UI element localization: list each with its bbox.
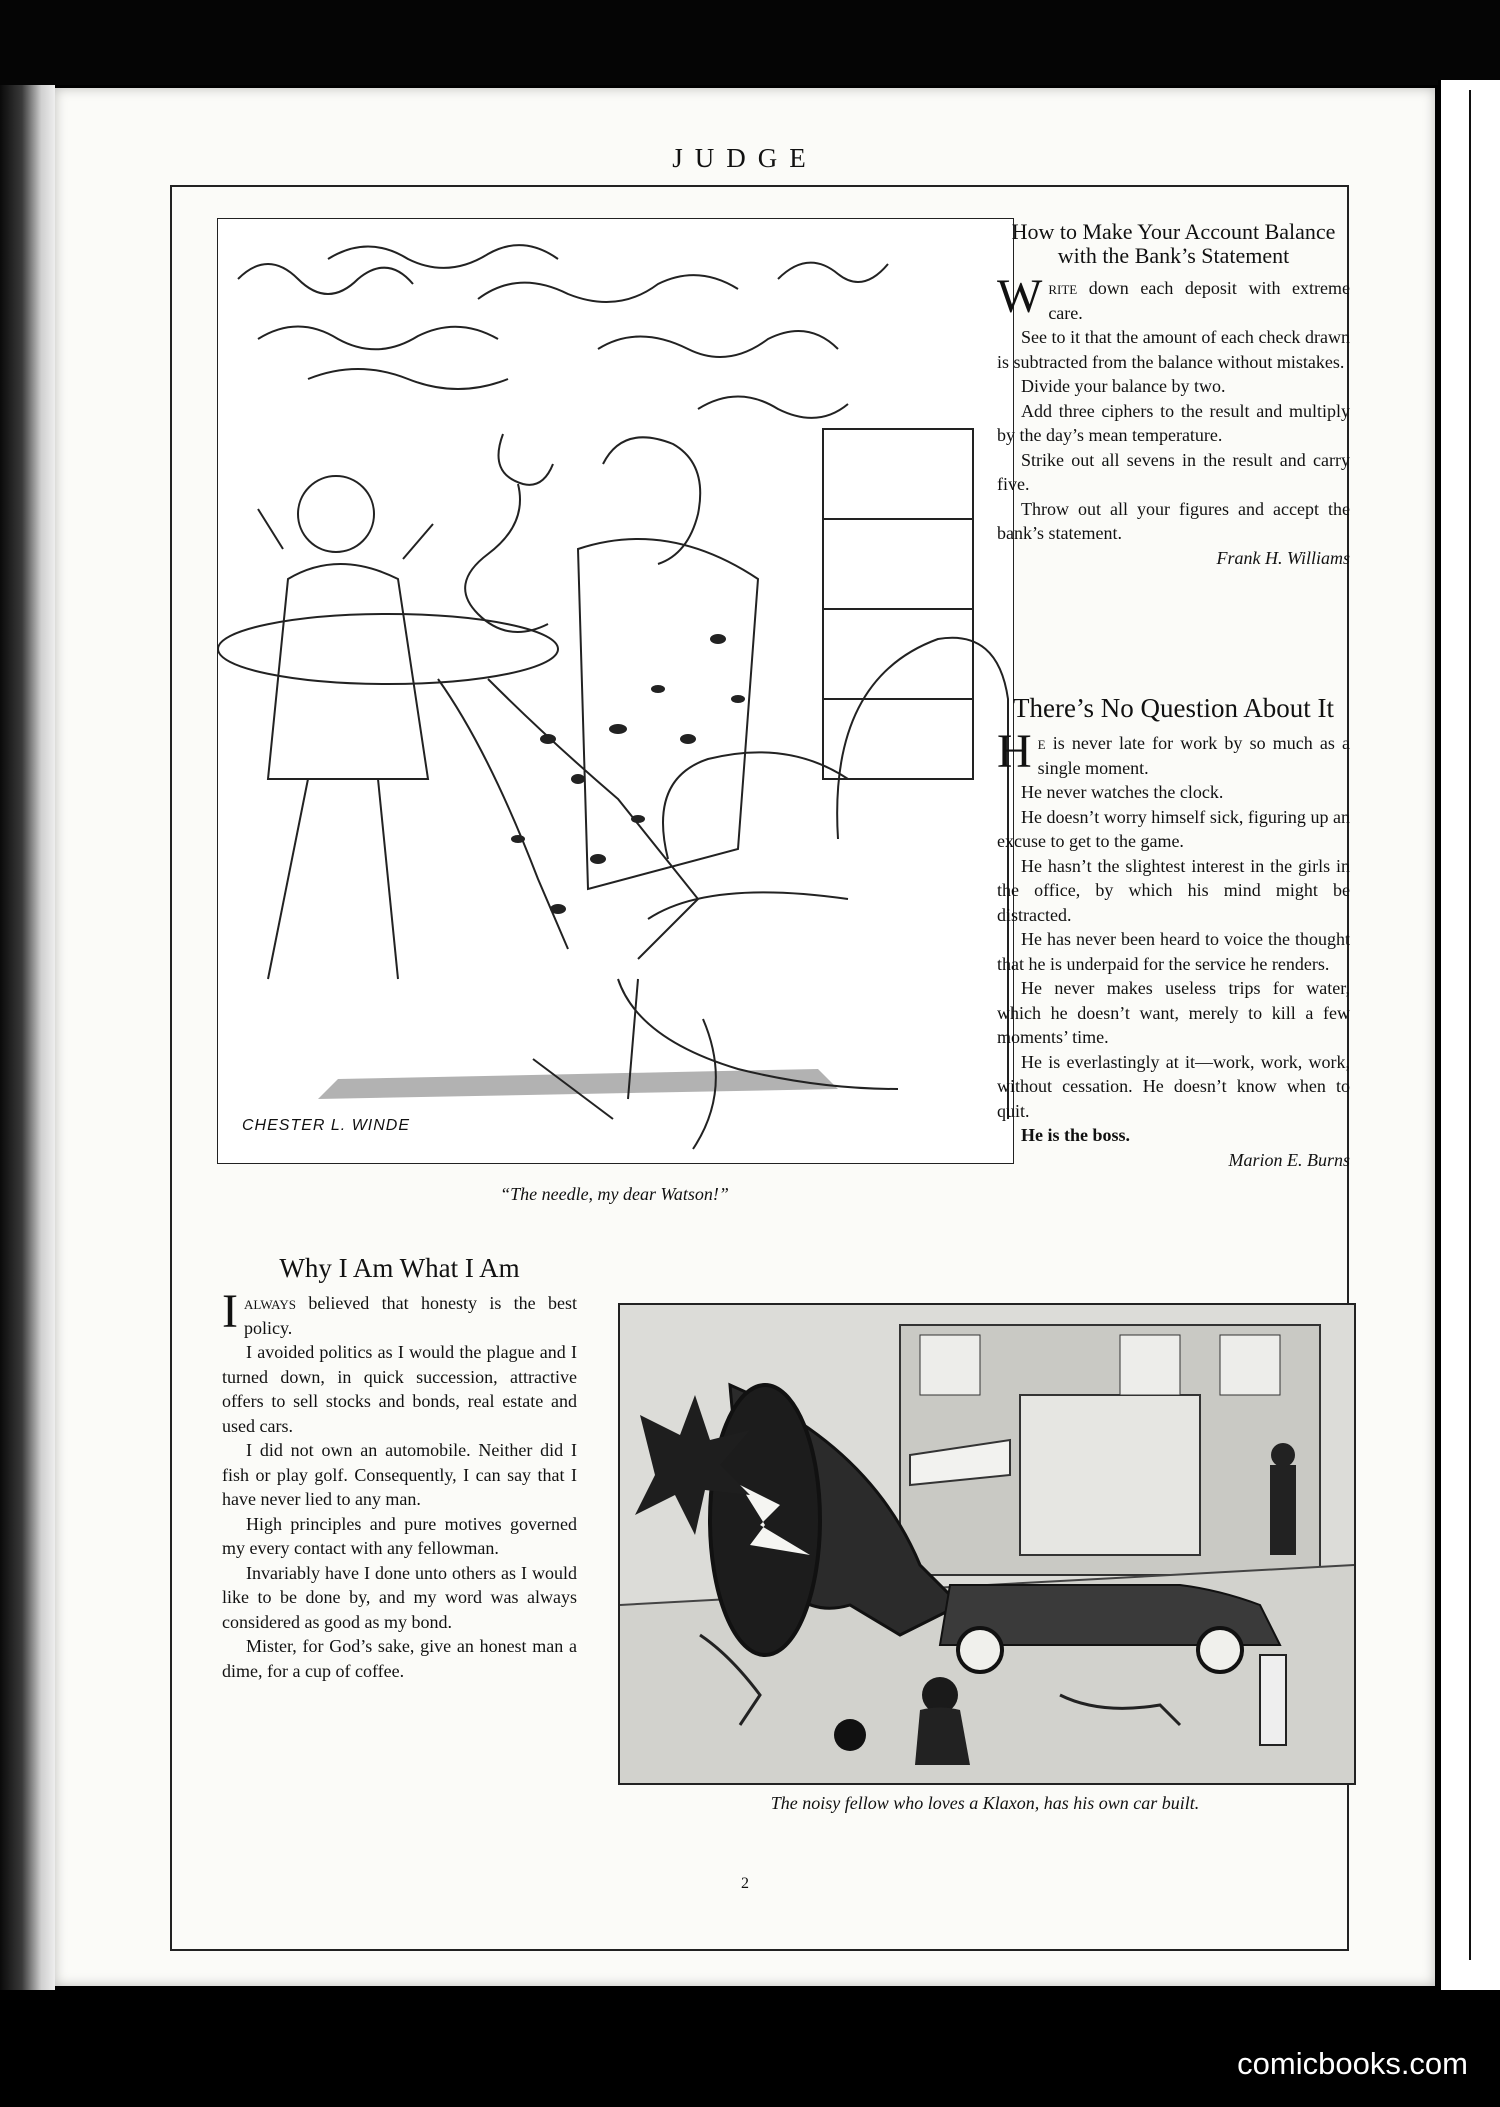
- article-paragraph: See to it that the amount of each check drawn is subtracted from the balance without mistakes.: [997, 327, 1350, 372]
- article-paragraph: He hasn’t the slightest interest in the girls in the office, by which his mind might be distracted.: [997, 855, 1350, 925]
- article-paragraph: I avoided politics as I would the plague and I turned down, in quick succession, attractive offers to sell stocks and bonds, real estate and used cars.: [222, 1342, 577, 1436]
- drop-cap: W: [997, 270, 1043, 323]
- cartoon-drawing: [218, 219, 1013, 1163]
- cartoon-signature: CHESTER L. WINDE: [242, 1117, 411, 1134]
- scan-top-edge: [0, 0, 1500, 85]
- article-paragraph: Mister, for God’s sake, give an honest man a dime, for a cup of coffee.: [222, 1636, 577, 1681]
- article-closing: He is the boss.: [1021, 1125, 1131, 1145]
- article-lead: Write down each deposit with extreme care.: [997, 270, 1350, 323]
- article-lead: He is never late for work by so much as a single moment.: [997, 725, 1350, 778]
- article-title: Why I Am What I Am: [279, 1253, 520, 1283]
- article-paragraph: He doesn’t worry himself sick, figuring up an excuse to get to the game.: [997, 806, 1350, 851]
- article-paragraph: He is everlastingly at it—work, work, work, without cessation. He doesn’t know when to quit.: [997, 1051, 1350, 1121]
- article-paragraph: He never makes useless trips for water, which he doesn’t want, merely to kill a few moments’ time.: [997, 978, 1350, 1047]
- cartoon-needle-watson: [217, 218, 1014, 1164]
- cartoon-klaxon-car: [618, 1303, 1356, 1785]
- article-paragraph: Throw out all your figures and accept the bank’s statement.: [997, 498, 1350, 543]
- adjacent-page-edge: [1438, 80, 1500, 1992]
- article-paragraph: Divide your balance by two.: [1021, 376, 1226, 396]
- article-paragraph: He never watches the clock.: [1021, 782, 1224, 802]
- article-paragraph: Invariably have I done unto others as I would like to be done by, and my word was always considered as good as my bond.: [222, 1562, 577, 1632]
- article-paragraph: He has never been heard to voice the thought that he is underpaid for the service he renders.: [997, 929, 1350, 974]
- article-title: There’s No Question About It: [1013, 693, 1334, 723]
- cartoon-drawing: [620, 1305, 1354, 1783]
- page-number: 2: [741, 1875, 749, 1892]
- article-paragraph: Add three ciphers to the result and multiply by the day’s mean temperature.: [997, 400, 1350, 445]
- drop-cap: H: [997, 725, 1032, 778]
- site-watermark: comicbooks.com: [1237, 2046, 1468, 2081]
- article-author: Marion E. Burns: [1228, 1149, 1350, 1170]
- masthead: JUDGE: [672, 143, 818, 173]
- book-spine: [0, 85, 55, 1990]
- article-author: Frank H. Williams: [1216, 547, 1350, 568]
- cartoon-caption-bottom: The noisy fellow who loves a Klaxon, has his own car built.: [770, 1793, 1200, 1813]
- article-account-balance: [997, 220, 1350, 570]
- cartoon-caption-top: “The needle, my dear Watson!”: [500, 1184, 729, 1204]
- article-title: How to Make Your Account Balance with the Bank’s Statement: [1011, 219, 1336, 268]
- article-lead: Ialways believed that honesty is the best policy.: [222, 1285, 577, 1338]
- article-paragraph: High principles and pure motives governed my every contact with any fellowman.: [222, 1513, 577, 1558]
- article-paragraph: Strike out all sevens in the result and carry five.: [997, 449, 1350, 494]
- article-no-question: [997, 693, 1350, 1172]
- magazine-page: [55, 88, 1435, 1986]
- article-why-i-am: [222, 1253, 577, 1683]
- drop-cap: I: [222, 1285, 238, 1338]
- article-paragraph: I did not own an automobile. Neither did I fish or play golf. Consequently, I can say that I have never lied to any man.: [222, 1440, 577, 1509]
